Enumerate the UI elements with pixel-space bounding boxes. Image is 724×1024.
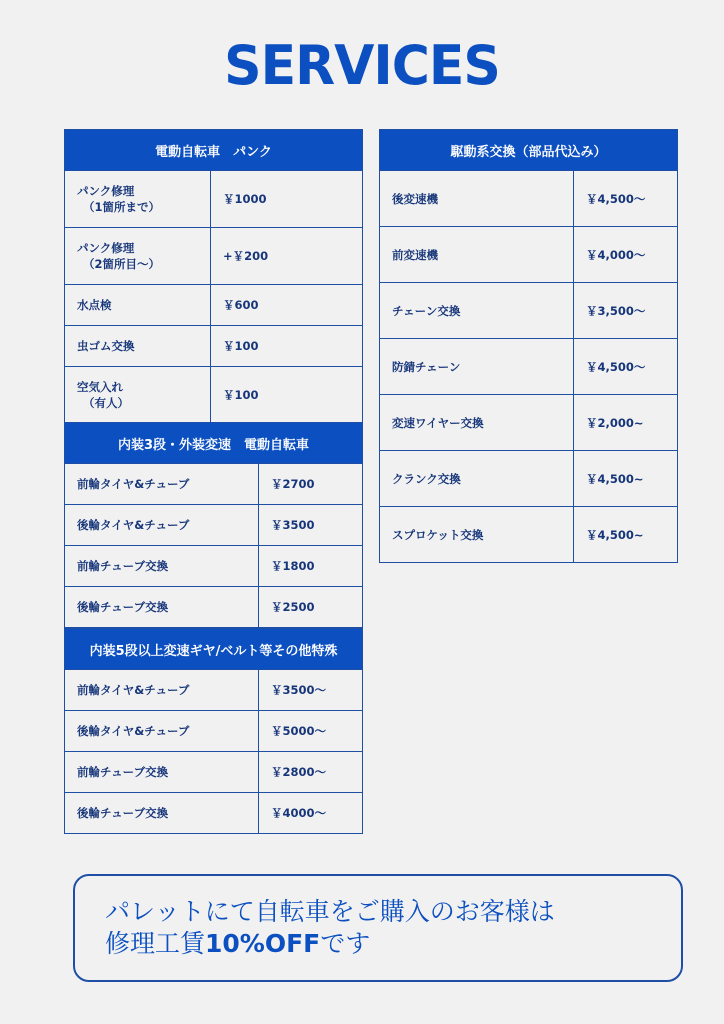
table-header: 駆動系交換（部品代込み） [380, 130, 678, 171]
table-header: 電動自転車 パンク [65, 130, 363, 171]
table-row [65, 367, 363, 423]
promo-line-1: パレットにて自転車をご購入のお客様は [105, 897, 555, 926]
table-row [65, 464, 363, 505]
service-price: ￥1800 [259, 546, 363, 587]
service-name: クランク交換 [380, 451, 574, 507]
service-name: 虫ゴム交換 [65, 326, 211, 367]
table-row [380, 227, 678, 283]
table-row [380, 451, 678, 507]
service-price: ￥4,500〜 [574, 339, 678, 395]
table-row [65, 670, 363, 711]
puncture-price-table [64, 129, 363, 423]
service-price: ￥4,500~ [574, 507, 678, 563]
service-name: パンク修理 （2箇所目〜） [65, 228, 211, 285]
service-price: ￥2800〜 [259, 752, 363, 793]
service-name: 変速ワイヤー交換 [380, 395, 574, 451]
table-row [380, 283, 678, 339]
service-name: 後変速機 [380, 171, 574, 227]
service-name: 水点検 [65, 285, 211, 326]
gear5-price-table [64, 628, 363, 834]
service-name: 後輪チューブ交換 [65, 587, 259, 628]
service-name: 前輪タイヤ&チューブ [65, 464, 259, 505]
table-header: 内装5段以上変速ギヤ/ベルト等その他特殊 [65, 629, 363, 670]
service-price: ￥3,500〜 [574, 283, 678, 339]
table-row [65, 228, 363, 285]
table-row [65, 587, 363, 628]
page-title: SERVICES [224, 34, 500, 98]
service-price: ￥600 [211, 285, 363, 326]
service-price: ￥4000〜 [259, 793, 363, 834]
service-name: 前輪チューブ交換 [65, 752, 259, 793]
service-price: ￥4,500~ [574, 451, 678, 507]
service-name: 前変速機 [380, 227, 574, 283]
table-row [65, 793, 363, 834]
table-row [65, 285, 363, 326]
service-name: パンク修理 （1箇所まで） [65, 171, 211, 228]
service-price: ￥4,000〜 [574, 227, 678, 283]
service-price: ￥4,500〜 [574, 171, 678, 227]
table-row [380, 507, 678, 563]
table-row [65, 711, 363, 752]
service-price: ￥5000〜 [259, 711, 363, 752]
table-row [65, 752, 363, 793]
service-name: 後輪タイヤ&チューブ [65, 711, 259, 752]
service-price: ￥3500〜 [259, 670, 363, 711]
service-name: 後輪タイヤ&チューブ [65, 505, 259, 546]
service-price: ￥2500 [259, 587, 363, 628]
service-name: チェーン交換 [380, 283, 574, 339]
service-name: 空気入れ （有人） [65, 367, 211, 423]
service-price: ￥2700 [259, 464, 363, 505]
promo-line-2: 修理工賃10%OFFです [105, 929, 371, 958]
drivetrain-price-table [379, 129, 678, 563]
service-name: 前輪チューブ交換 [65, 546, 259, 587]
service-price: +￥200 [211, 228, 363, 285]
service-price: ￥100 [211, 367, 363, 423]
table-row [65, 505, 363, 546]
table-header: 内装3段・外装変速 電動自転車 [65, 423, 363, 464]
discount-value: 10%OFF [205, 929, 321, 958]
table-row [65, 171, 363, 228]
service-price: ￥1000 [211, 171, 363, 228]
service-name: 後輪チューブ交換 [65, 793, 259, 834]
service-name: スプロケット交換 [380, 507, 574, 563]
table-row [65, 546, 363, 587]
table-row [380, 171, 678, 227]
gear3-price-table [64, 422, 363, 628]
service-price: ￥3500 [259, 505, 363, 546]
table-row [65, 326, 363, 367]
promo-text [105, 896, 555, 960]
table-row [380, 339, 678, 395]
service-price: ￥2,000~ [574, 395, 678, 451]
table-row [380, 395, 678, 451]
service-name: 防錆チェーン [380, 339, 574, 395]
discount-promo-box [73, 874, 683, 982]
service-price: ￥100 [211, 326, 363, 367]
service-name: 前輪タイヤ&チューブ [65, 670, 259, 711]
